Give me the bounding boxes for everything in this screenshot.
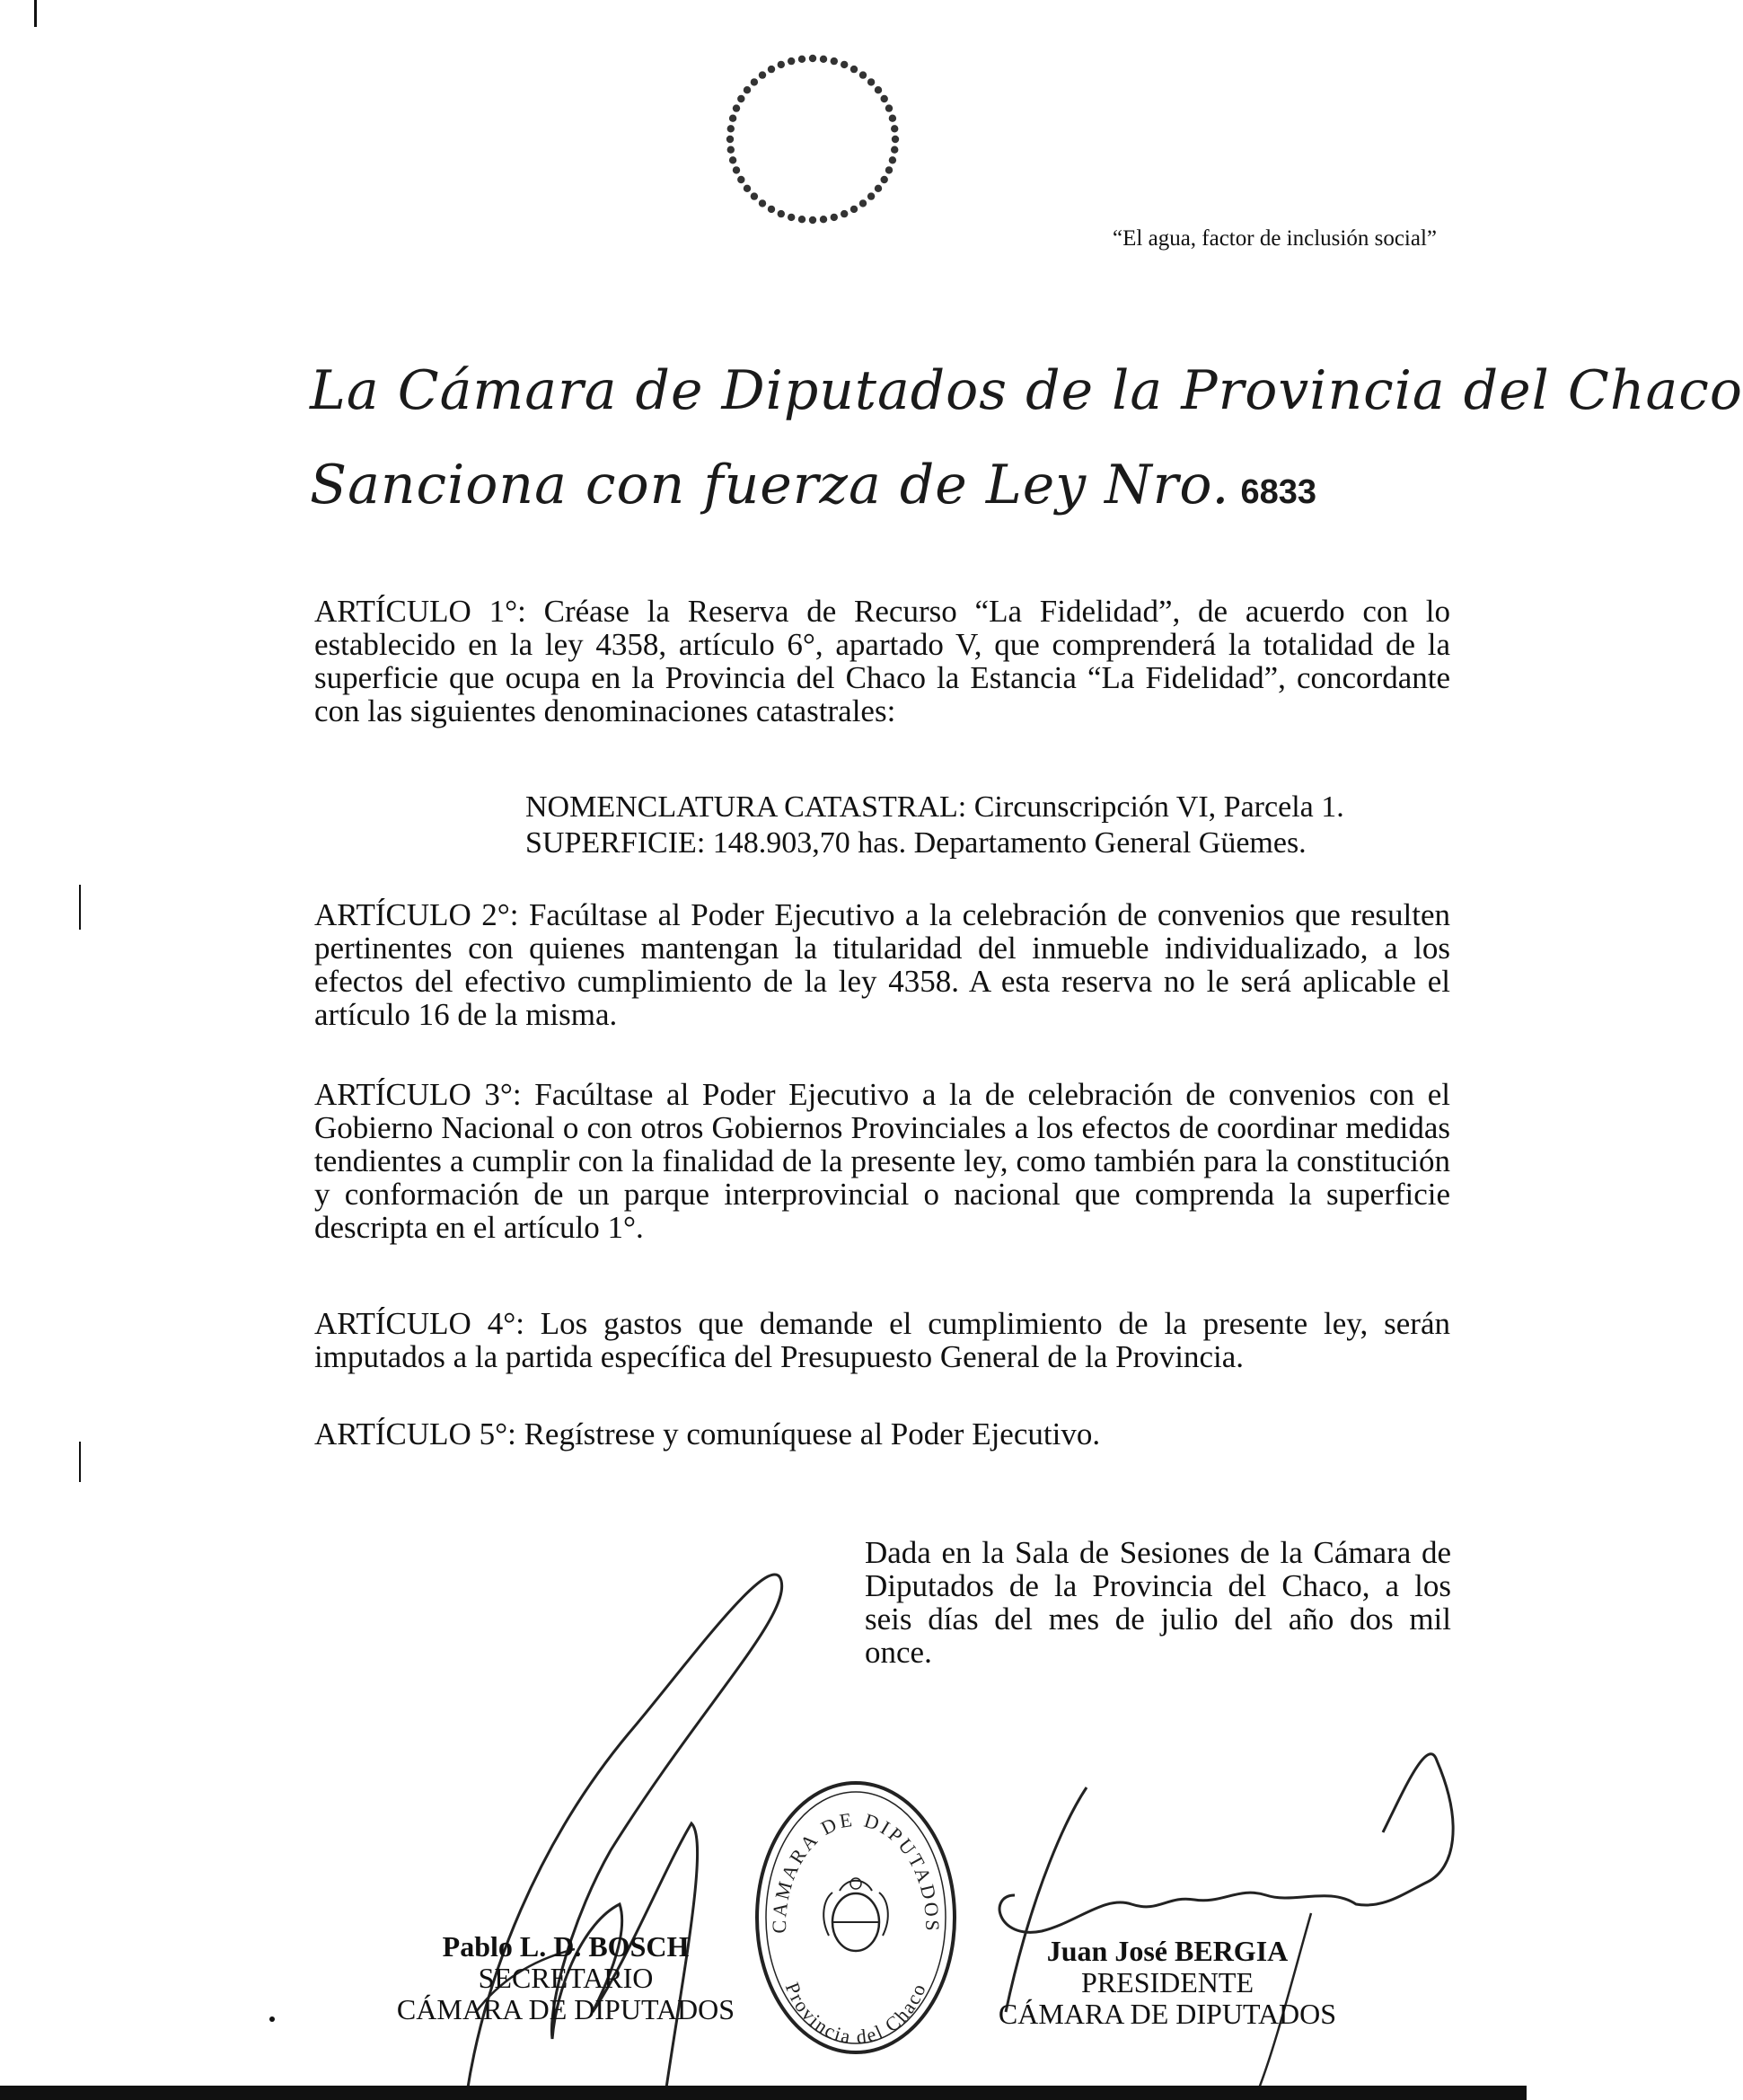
emblem-dot <box>881 95 888 102</box>
emblem-dot <box>891 125 898 132</box>
emblem-dot <box>737 176 744 183</box>
emblem-dot <box>809 216 816 224</box>
emblem-dot <box>744 185 751 192</box>
president-role: PRESIDENTE <box>1081 1966 1254 1999</box>
emblem-dot <box>751 78 758 85</box>
article-text: Créase la Reserva de Recurso “La Fidelidad”, de acuerdo con lo establecido en la ley 4358, artículo 6°, apartado V, que comprenderá la totalidad de la superficie que ocupa en la Provincia del Chaco la Estancia “La Fidelidad”, concordante con las siguientes denominaciones catastrales: <box>314 594 1450 728</box>
emblem-dot <box>733 166 740 173</box>
emblem-dot <box>885 166 893 173</box>
article-1 <box>314 595 1450 728</box>
emblem-dot <box>727 125 735 132</box>
article-text: Facúltase al Poder Ejecutivo a la de celebración de convenios con el Gobierno Nacional o con otros Gobiernos Provinciales a los efectos de coordinar medidas tendientes a cumplir con la finalidad de la presente ley, como también para la constitución y conformación de un parque interprovincial o nacional que comprenda la superficie descripta en el artículo 1°. <box>314 1077 1450 1245</box>
motto: “El agua, factor de inclusión social” <box>1113 226 1437 251</box>
article-label: ARTÍCULO 2°: <box>314 897 519 932</box>
given-at-statement: Dada en la Sala de Sesiones de la Cámara de Diputados de la Provincia del Chaco, a los seis días del mes de julio del año dos mil once. <box>865 1535 1451 1670</box>
title-chamber: La Cámara de Diputados de la Provincia del Chaco <box>310 359 1743 422</box>
emblem-dot <box>867 78 875 85</box>
secretary-body: CÁMARA DE DIPUTADOS <box>396 1993 735 2025</box>
article-label: ARTÍCULO 5°: <box>314 1416 516 1451</box>
emblem-dot <box>788 57 795 65</box>
emblem-dot <box>859 199 867 207</box>
scan-edge-mark <box>79 1442 81 1482</box>
secretary-role: SECRETARIO <box>478 1962 654 1994</box>
law-number: 6833 <box>1240 473 1317 511</box>
emblem-dot <box>885 104 893 111</box>
emblem-dot <box>875 86 882 93</box>
emblem-dot <box>850 206 858 213</box>
emblem-dot <box>889 156 896 163</box>
seal-bottom-text: Provincia del Chaco <box>780 1979 931 2049</box>
emblem-dot <box>778 210 785 217</box>
article-3 <box>314 1078 1450 1244</box>
scan-edge-mark <box>34 0 37 27</box>
emblem-dot <box>798 56 805 63</box>
secretary-block <box>377 1931 754 2025</box>
emblem-dot <box>859 71 867 78</box>
emblem-dot <box>820 56 827 63</box>
emblem-dot <box>727 146 735 154</box>
emblem-dot <box>798 216 805 223</box>
article-4 <box>314 1307 1450 1373</box>
seal-top-text: CAMARA DE DIPUTADOS <box>767 1807 945 1934</box>
title-line-1 <box>310 359 1743 422</box>
secretary-name: Pablo L. D. BOSCH <box>442 1930 690 1963</box>
title-line-2 <box>310 454 1316 516</box>
cadastral-nomenclature: NOMENCLATURA CATASTRAL: Circunscripción VI, Parcela 1. <box>525 790 1344 824</box>
emblem-dot <box>841 61 848 68</box>
president-body: CÁMARA DE DIPUTADOS <box>998 1998 1337 2030</box>
emblem-dot <box>892 136 899 143</box>
cadastral-surface: SUPERFICIE: 148.903,70 has. Departamento General Güemes. <box>525 826 1307 860</box>
svg-text:CAMARA DE DIPUTADOS <box>768 1808 944 1934</box>
emblem-dot <box>875 185 882 192</box>
emblem-dot <box>889 115 896 122</box>
emblem-dot <box>759 71 766 78</box>
emblem-dot <box>729 115 736 122</box>
scan-edge-mark <box>269 2016 275 2022</box>
emblem-dot <box>891 146 898 154</box>
article-text: Facúltase al Poder Ejecutivo a la celebración de convenios que resulten pertinentes con quienes mantengan la titularidad del inmueble individualizado, a los efectos del efectivo cumplimiento de la ley 4358. A esta reserva no le será aplicable el artículo 16 de la misma. <box>314 897 1450 1032</box>
emblem-dot <box>744 86 751 93</box>
article-label: ARTÍCULO 3°: <box>314 1077 522 1112</box>
emblem-dot <box>788 214 795 221</box>
article-label: ARTÍCULO 4°: <box>314 1306 524 1341</box>
emblem-dot <box>768 66 775 73</box>
emblem-dot <box>759 199 766 207</box>
emblem-dot <box>737 95 744 102</box>
svg-text:Provincia del Chaco <box>781 1980 931 2049</box>
dotted-circle-emblem <box>714 40 911 238</box>
emblem-dot <box>831 57 838 65</box>
emblem-dot <box>867 192 875 199</box>
article-label: ARTÍCULO 1°: <box>314 594 526 629</box>
scan-bottom-edge <box>0 2086 1527 2100</box>
president-block <box>979 1936 1356 2030</box>
emblem-dot <box>729 156 736 163</box>
emblem-dot <box>726 136 734 143</box>
chamber-seal <box>757 1783 955 2052</box>
emblem-dot <box>831 214 838 221</box>
emblem-dot <box>841 210 848 217</box>
scan-edge-mark <box>79 885 81 930</box>
emblem-dot <box>820 216 827 223</box>
title-sanction: Sanciona con fuerza de Ley Nro. <box>310 454 1230 516</box>
emblem-dot <box>733 104 740 111</box>
emblem-dot <box>809 55 816 62</box>
article-text: Regístrese y comuníquese al Poder Ejecutivo. <box>524 1416 1101 1451</box>
president-name: Juan José BERGIA <box>1046 1935 1289 1967</box>
coat-of-arms-icon <box>832 1893 879 1951</box>
emblem-dot <box>751 192 758 199</box>
article-text: Los gastos que demande el cumplimiento de la presente ley, serán imputados a la partida específica del Presupuesto General de la Provincia. <box>314 1306 1450 1374</box>
emblem-dot <box>850 66 858 73</box>
emblem-dot <box>778 61 785 68</box>
article-5 <box>314 1417 1450 1451</box>
article-2 <box>314 898 1450 1031</box>
emblem-dot <box>881 176 888 183</box>
emblem-dot <box>768 206 775 213</box>
